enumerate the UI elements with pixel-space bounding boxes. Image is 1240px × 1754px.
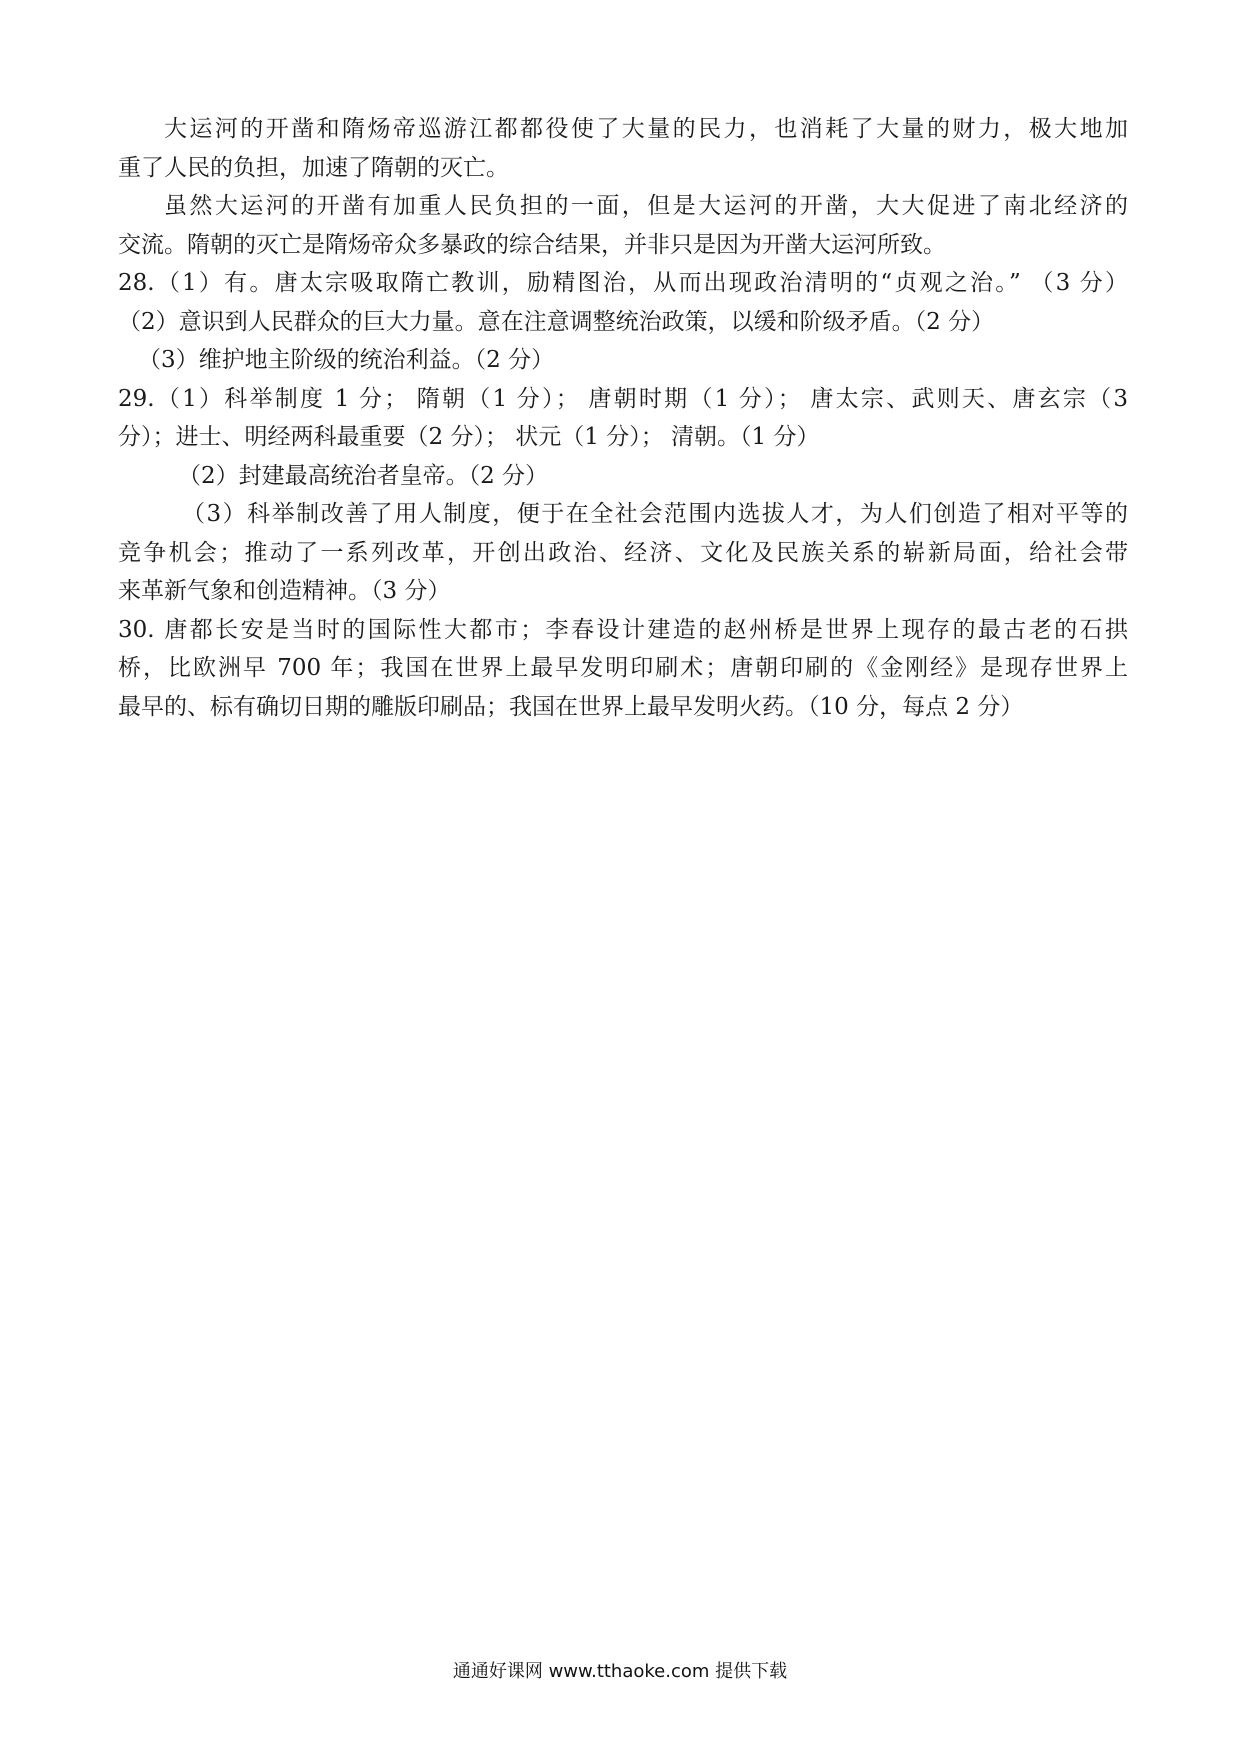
- footer-source-note: 通通好课网 www.tthaoke.com 提供下载: [452, 1661, 788, 1682]
- answer-29-part-3-line-2: 竞争机会；推动了一系列改革，开创出政治、经济、文化及民族关系的崭新局面，给社会带: [118, 539, 1128, 566]
- paragraph-canal-effect-line-1: 虽然大运河的开凿有加重人民负担的一面，但是大运河的开凿，大大促进了南北经济的: [164, 193, 1128, 219]
- answer-30-line-3: 最早的、标有确切日期的雕版印刷品；我国在世界上最早发明火药。（10 分，每点 2 分）: [118, 693, 1024, 720]
- answer-28-part-3: （3）维护地主阶级的统治利益。（2 分）: [138, 347, 555, 373]
- answer-29-part-1-line-2: 分）；进士、明经两科最重要（2 分）； 状元（1 分）； 清朝。（1 分）: [118, 424, 820, 450]
- answer-29-part-3-line-3: 来革新气象和创造精神。（3 分）: [118, 578, 451, 604]
- answer-28-part-1: 28.（1）有。唐太宗吸取隋亡教训，励精图治，从而出现政治清明的“贞观之治。” （3 分）: [118, 270, 1128, 296]
- paragraph-canal-line-2: 重了人民的负担，加速了隋朝的灭亡。: [118, 154, 509, 181]
- paragraph-canal-line-1: 大运河的开凿和隋炀帝巡游江都都役使了大量的民力，也消耗了大量的财力，极大地加: [164, 116, 1128, 142]
- answer-28-part-2: （2）意识到人民群众的巨大力量。意在注意调整统治政策，以缓和阶级矛盾。（2 分）: [118, 308, 995, 335]
- answer-30-line-2: 桥，比欧洲早 700 年；我国在世界上最早发明印刷术；唐朝印刷的《金刚经》是现存世界上: [118, 655, 1128, 681]
- answer-29-part-3-line-1: （3）科举制改善了用人制度，便于在全社会范围内选拔人才，为人们创造了相对平等的: [182, 501, 1128, 527]
- answer-text-body: [118, 110, 1128, 726]
- answer-29-part-1-line-1: 29.（1）科举制度 1 分； 隋朝（1 分）； 唐朝时期（1 分）； 唐太宗、武则天、唐玄宗（3: [118, 385, 1128, 412]
- paragraph-canal-effect-line-2: 交流。隋朝的灭亡是隋炀帝众多暴政的综合结果，并非只是因为开凿大运河所致。: [118, 231, 946, 258]
- answer-29-part-2: （2）封建最高统治者皇帝。（2 分）: [178, 462, 549, 489]
- answer-30-line-1: 30. 唐都长安是当时的国际性大都市；李春设计建造的赵州桥是世界上现存的最古老的石拱: [118, 616, 1128, 643]
